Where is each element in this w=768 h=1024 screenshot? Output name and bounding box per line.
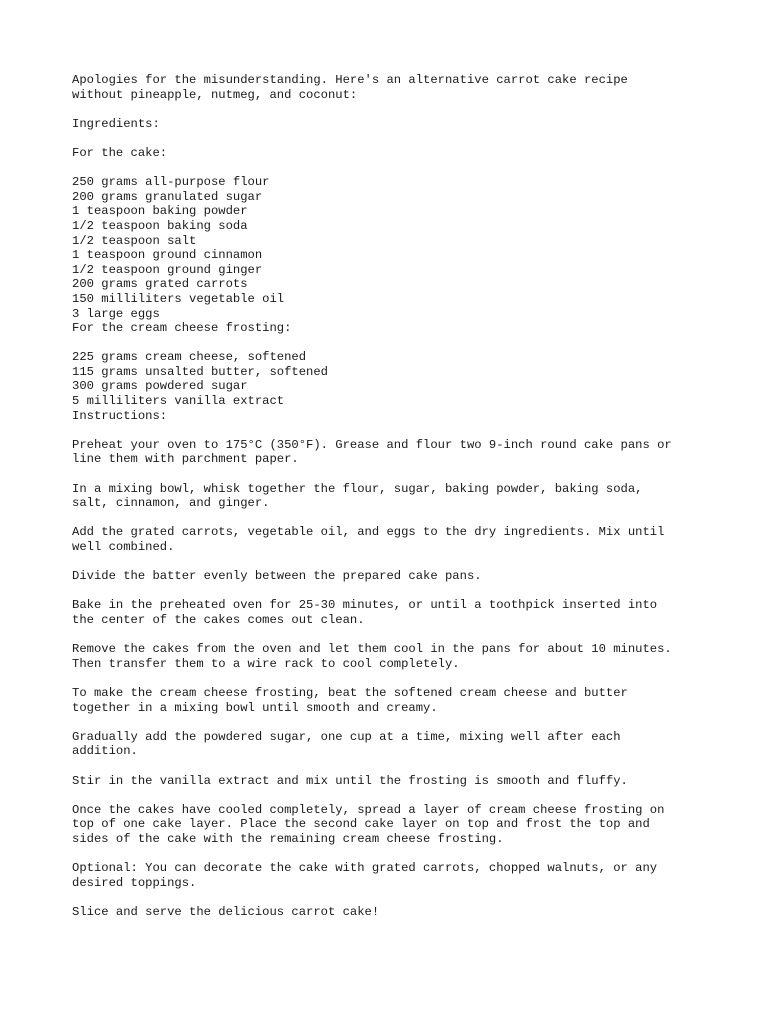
ingredient-item: 200 grams granulated sugar (72, 189, 263, 204)
frosting-ingredients-list (72, 350, 712, 408)
frosting-heading: For the cream cheese frosting: (72, 321, 292, 336)
step-line: addition. (72, 744, 138, 759)
ingredient-item: 1 teaspoon baking powder (72, 204, 248, 219)
instruction-step (72, 861, 712, 890)
ingredient-item: 1 teaspoon ground cinnamon (72, 248, 263, 263)
step-line: To make the cream cheese frosting, beat the softened cream cheese and butter (72, 685, 628, 700)
step-line: Remove the cakes from the oven and let them cool in the pans for about 10 minutes. (72, 642, 672, 657)
ingredient-item: 225 grams cream cheese, softened (72, 350, 307, 365)
step-line: Bake in the preheated oven for 25-30 minutes, or until a toothpick inserted into (72, 598, 658, 613)
instruction-step (72, 482, 712, 511)
ingredients-heading: Ingredients: (72, 116, 160, 131)
instruction-step (72, 525, 712, 554)
step-line: well combined. (72, 540, 175, 554)
step-line: together in a mixing bowl until smooth and creamy. (72, 700, 438, 715)
instruction-step (72, 642, 712, 671)
step-line: Then transfer them to a wire rack to cool completely. (72, 656, 460, 671)
intro-line: Apologies for the misunderstanding. Here's an alternative carrot cake recipe (72, 73, 628, 87)
step-line: line them with parchment paper. (72, 452, 299, 467)
instruction-step (72, 774, 712, 789)
ingredient-item: 200 grams grated carrots (72, 277, 248, 292)
instruction-step (72, 438, 712, 467)
instruction-step (72, 730, 712, 759)
recipe-document (72, 73, 712, 919)
step-line: desired toppings. (72, 875, 197, 890)
step-line: salt, cinnamon, and ginger. (72, 496, 270, 511)
instructions-heading: Instructions: (72, 408, 168, 423)
step-line: Divide the batter evenly between the prepared cake pans. (72, 569, 482, 584)
cake-heading: For the cake: (72, 145, 168, 160)
instruction-step (72, 803, 712, 847)
instruction-step (72, 905, 712, 920)
step-line: Once the cakes have cooled completely, spread a layer of cream cheese frosting on (72, 802, 665, 817)
step-line: Stir in the vanilla extract and mix until the frosting is smooth and fluffy. (72, 773, 628, 788)
ingredient-item: 250 grams all-purpose flour (72, 175, 270, 190)
step-line: sides of the cake with the remaining cream cheese frosting. (72, 831, 504, 846)
ingredient-item: 5 milliliters vanilla extract (72, 394, 285, 409)
step-line: In a mixing bowl, whisk together the flour, sugar, baking powder, baking soda, (72, 481, 643, 496)
step-line: top of one cake layer. Place the second cake layer on top and frost the top and (72, 817, 650, 832)
ingredient-item: 1/2 teaspoon salt (72, 233, 197, 248)
step-line: Preheat your oven to 175°C (350°F). Grease and flour two 9-inch round cake pans or (72, 437, 672, 452)
instruction-step (72, 569, 712, 584)
ingredient-item: 1/2 teaspoon ground ginger (72, 262, 263, 277)
ingredient-item: 115 grams unsalted butter, softened (72, 364, 328, 379)
instruction-step (72, 598, 712, 627)
step-line: Add the grated carrots, vegetable oil, and eggs to the dry ingredients. Mix until (72, 525, 665, 540)
step-line: Slice and serve the delicious carrot cake! (72, 904, 380, 919)
ingredient-item: 150 milliliters vegetable oil (72, 291, 285, 306)
step-line: Optional: You can decorate the cake with grated carrots, chopped walnuts, or any (72, 861, 658, 876)
step-line: Gradually add the powdered sugar, one cup at a time, mixing well after each (72, 729, 621, 744)
intro-paragraph (72, 73, 712, 102)
instruction-step (72, 686, 712, 715)
cake-ingredients-list (72, 175, 712, 321)
step-line: the center of the cakes comes out clean. (72, 612, 365, 627)
ingredient-item: 1/2 teaspoon baking soda (72, 218, 248, 233)
ingredient-item: 300 grams powdered sugar (72, 379, 248, 394)
intro-line: without pineapple, nutmeg, and coconut: (72, 87, 358, 102)
ingredient-item: 3 large eggs (72, 306, 160, 321)
